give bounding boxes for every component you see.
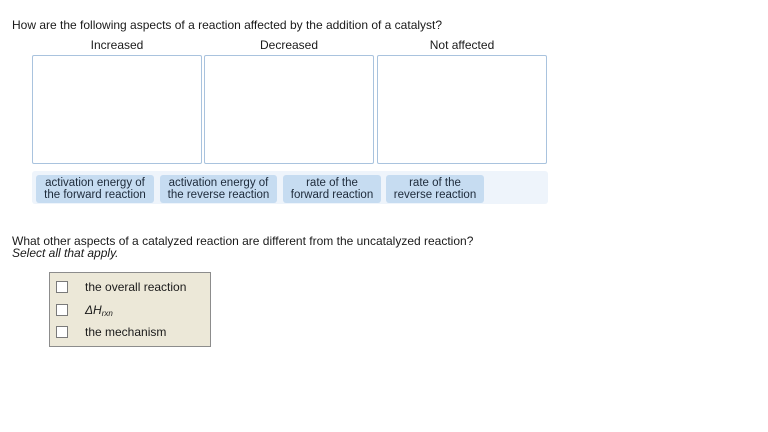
chip-line: rate of the [409, 177, 461, 189]
option-label: the mechanism [85, 325, 167, 339]
column-header-decreased: Decreased [259, 38, 319, 52]
checkbox-delta-h-rxn[interactable] [56, 304, 68, 316]
chip-line: activation energy of [45, 177, 145, 189]
option-label [85, 303, 113, 318]
chip-rate-reverse[interactable] [386, 175, 484, 203]
option-delta-h-rxn[interactable] [56, 302, 113, 318]
option-overall-reaction[interactable] [56, 279, 186, 295]
chip-line: activation energy of [168, 177, 269, 189]
column-header-not-affected: Not affected [429, 38, 495, 52]
chip-line: the forward reaction [44, 189, 146, 201]
delta-h-symbol: ΔH [85, 302, 102, 317]
chip-line: forward reaction [290, 189, 374, 201]
drop-zone-increased[interactable] [32, 55, 202, 164]
question1-prompt: How are the following aspects of a reaction affected by the addition of a catalyst? [12, 18, 443, 32]
chip-activation-energy-forward[interactable] [36, 175, 154, 203]
checkbox-overall-reaction[interactable] [56, 281, 68, 293]
options-panel [49, 272, 211, 347]
column-header-increased: Increased [90, 38, 144, 52]
chip-line: reverse reaction [393, 189, 477, 201]
chip-line: rate of the [306, 177, 358, 189]
drop-zone-not-affected[interactable] [377, 55, 547, 164]
chip-line: the reverse reaction [167, 189, 270, 201]
option-label: the overall reaction [85, 280, 187, 294]
chip-activation-energy-reverse[interactable] [160, 175, 277, 203]
chip-rate-forward[interactable] [283, 175, 381, 203]
checkbox-mechanism[interactable] [56, 326, 68, 338]
question2-prompt: What other aspects of a catalyzed reaction are different from the uncatalyzed reaction? [12, 234, 474, 248]
drop-zone-decreased[interactable] [204, 55, 374, 164]
delta-h-subscript: rxn [101, 308, 113, 318]
question2-instruction: Select all that apply. [12, 246, 119, 260]
option-mechanism[interactable] [56, 324, 166, 340]
